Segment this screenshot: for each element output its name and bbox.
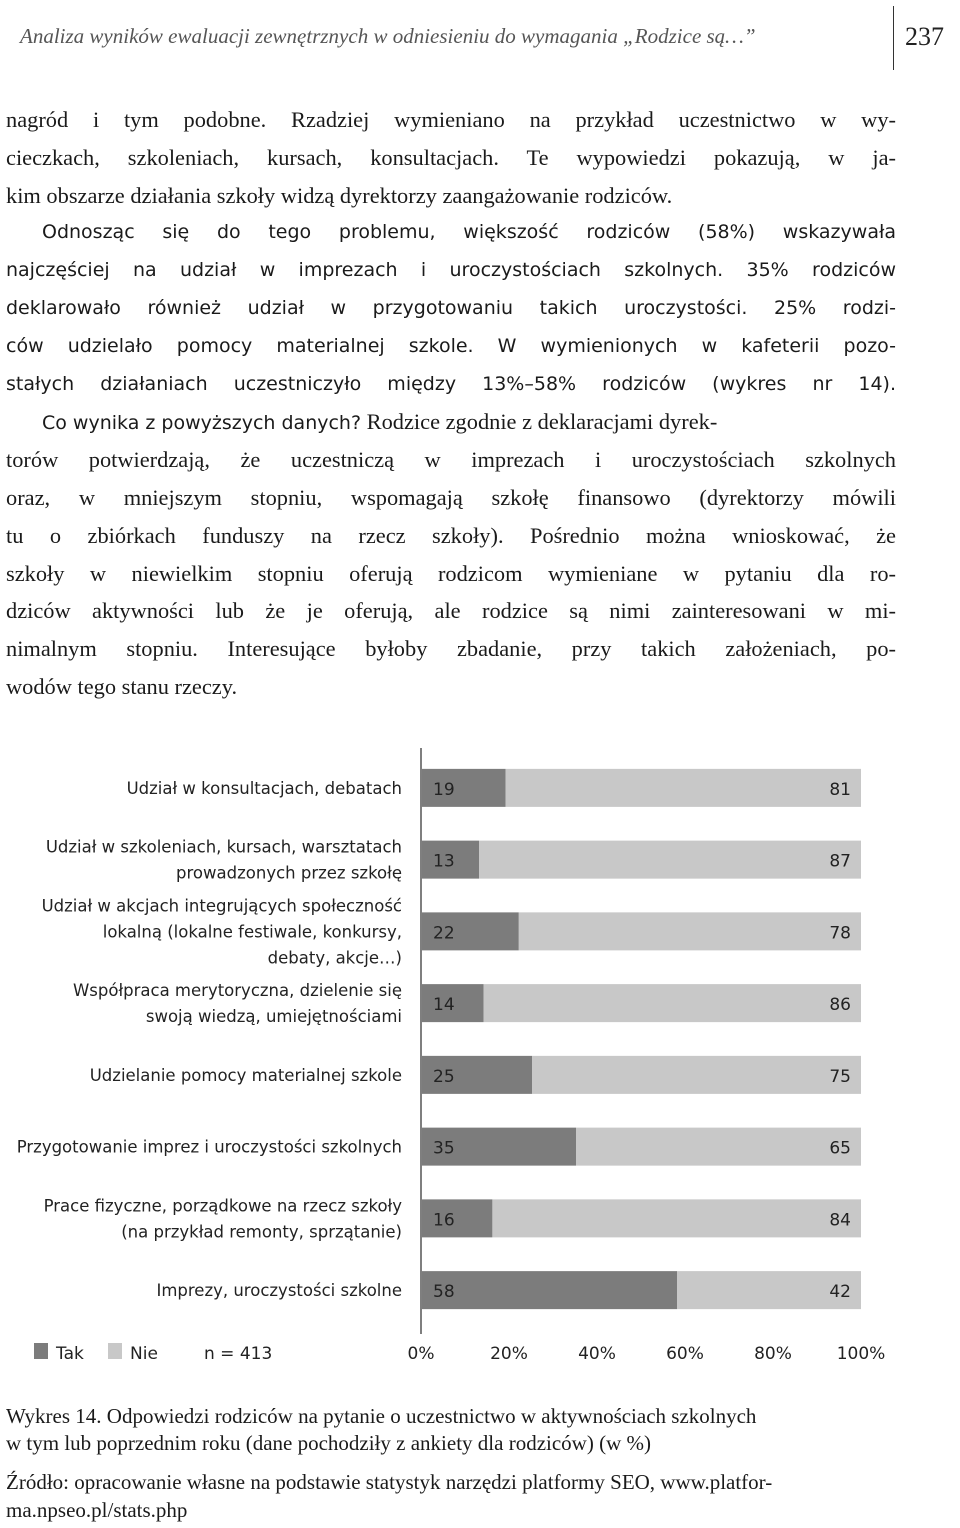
body-line: stałych działaniach uczestniczyło między 13%–58% rodziców (wykres nr 14). (6, 372, 896, 395)
bar-segment-tak (422, 1271, 677, 1309)
data-label-tak: 16 (433, 1210, 455, 1231)
legend-label-nie: Nie (130, 1344, 158, 1364)
bar-segment-nie (479, 841, 861, 879)
category-label: Współpraca merytoryczna, dzielenie się (72, 981, 402, 1001)
body-line: nagród i tym podobne. Rzadziej wymieniano na przykład uczestnictwo w wy- (6, 107, 896, 132)
body-line: wodów tego stanu rzeczy. (6, 673, 238, 699)
x-tick-label: 80% (754, 1344, 792, 1364)
legend-swatch-nie (108, 1343, 122, 1359)
running-header (0, 0, 960, 80)
body-line: kim obszarze działania szkoły widzą dyrektorzy zaangażowanie rodziców. (6, 182, 673, 208)
category-label: prowadzonych przez szkołę (176, 863, 402, 883)
category-label: Imprezy, uroczystości szkolne (156, 1281, 402, 1301)
caption-line: Wykres 14. Odpowiedzi rodziców na pytanie o uczestnictwo w aktywnościach szkolnych (6, 1404, 757, 1428)
bar-segment-nie (506, 769, 861, 807)
body-line: cieczkach, szkoleniach, kursach, konsultacjach. Te wypowiedzi pokazują, w ja- (6, 144, 896, 170)
sample-size-note: n = 413 (204, 1344, 273, 1364)
stacked-bar-chart (0, 740, 960, 1380)
body-line: ców udzielało pomocy materialnej szkole. W wymienionych w kafeterii pozo- (6, 334, 896, 357)
bar-segment-nie (484, 984, 861, 1022)
body-line-tail: Rodzice zgodnie z deklaracjami dyrek- (361, 409, 718, 435)
category-label: Udział w akcjach integrujących społeczność (41, 896, 402, 916)
category-label: swoją wiedzą, umiejętnościami (145, 1007, 402, 1027)
legend-label-tak: Tak (56, 1344, 84, 1364)
body-question: Co wynika z powyższych danych? (42, 412, 362, 435)
body-line: szkoły w niewielkim stopniu oferują rodzicom wymieniane w pytaniu dla ro- (6, 560, 896, 586)
figure-caption (6, 1403, 906, 1457)
data-label-tak: 13 (433, 851, 455, 872)
data-label-nie: 42 (829, 1282, 851, 1303)
x-tick-label: 20% (490, 1344, 528, 1364)
x-tick-label: 60% (666, 1344, 704, 1364)
bar-segment-nie (576, 1128, 861, 1166)
category-label: Udział w szkoleniach, kursach, warsztatach (45, 837, 402, 857)
category-label: Prace fizyczne, porządkowe na rzecz szkoły (43, 1196, 402, 1216)
body-line: oraz, w mniejszym stopniu, wspomagają szkołę finansowo (dyrektorzy mówili (6, 484, 896, 510)
bar-segment-nie (532, 1056, 861, 1094)
data-label-nie: 86 (829, 995, 851, 1016)
data-label-tak: 19 (433, 779, 455, 800)
running-title: Analiza wyników ewaluacji zewnętrznych w odniesieniu do wymagania „Rodzice są…” (20, 24, 756, 48)
category-label: lokalną (lokalne festiwale, konkursy, (102, 922, 402, 942)
category-label: Udzielanie pomocy materialnej szkole (89, 1065, 402, 1085)
data-label-tak: 14 (433, 995, 455, 1016)
data-label-nie: 87 (829, 851, 851, 872)
data-label-nie: 65 (829, 1138, 851, 1159)
body-line: tu o zbiórkach funduszy na rzecz szkoły). Pośrednio można wnioskować, że (6, 522, 896, 548)
body-line: nimalnym stopniu. Interesujące byłoby zbadanie, przy takich założeniach, po- (6, 636, 896, 662)
data-label-nie: 75 (829, 1066, 851, 1087)
header-divider (893, 6, 894, 70)
data-label-nie: 78 (829, 923, 851, 944)
source-line: Źródło: opracowanie własne na podstawie statystyk narzędzi platformy SEO, www.platfor- (6, 1470, 773, 1494)
body-line-mixed (6, 403, 896, 441)
data-label-nie: 81 (829, 779, 851, 800)
body-line: najczęściej na udział w imprezach i uroczystościach szkolnych. 35% rodziców (6, 259, 896, 282)
data-label-nie: 84 (829, 1210, 851, 1231)
bar-segment-nie (492, 1199, 861, 1237)
data-label-tak: 22 (433, 923, 455, 944)
legend-swatch-tak (34, 1343, 48, 1359)
caption-line: w tym lub poprzednim roku (dane pochodziły z ankiety dla rodziców) (w %) (6, 1431, 651, 1455)
category-label: Udział w konsultacjach, debatach (126, 778, 402, 798)
data-label-tak: 58 (433, 1282, 455, 1303)
bar-segment-nie (519, 912, 861, 950)
category-label: Przygotowanie imprez i uroczystości szkolnych (16, 1137, 402, 1157)
chart-canvas (0, 740, 960, 1380)
body-paragraphs (6, 101, 896, 706)
category-label: (na przykład remonty, sprzątanie) (121, 1222, 402, 1242)
page-number: 237 (905, 22, 944, 51)
category-label: debaty, akcje…) (267, 948, 402, 968)
data-label-tak: 35 (433, 1138, 455, 1159)
body-line: dziców aktywności lub że je oferują, ale rodzice są nimi zainteresowani w mi- (6, 598, 896, 624)
source-line: ma.npseo.pl/stats.php (6, 1498, 188, 1522)
data-label-tak: 25 (433, 1066, 455, 1087)
x-tick-label: 40% (578, 1344, 616, 1364)
body-line: torów potwierdzają, że uczestniczą w imprezach i uroczystościach szkolnych (6, 447, 896, 473)
figure-source (6, 1468, 906, 1524)
x-tick-label: 100% (836, 1344, 886, 1364)
x-tick-label: 0% (407, 1344, 435, 1364)
body-line: Odnosząc się do tego problemu, większość rodziców (58%) wskazywała (42, 221, 896, 244)
body-line: deklarowało również udział w przygotowaniu takich uroczystości. 25% rodzi- (6, 296, 896, 319)
